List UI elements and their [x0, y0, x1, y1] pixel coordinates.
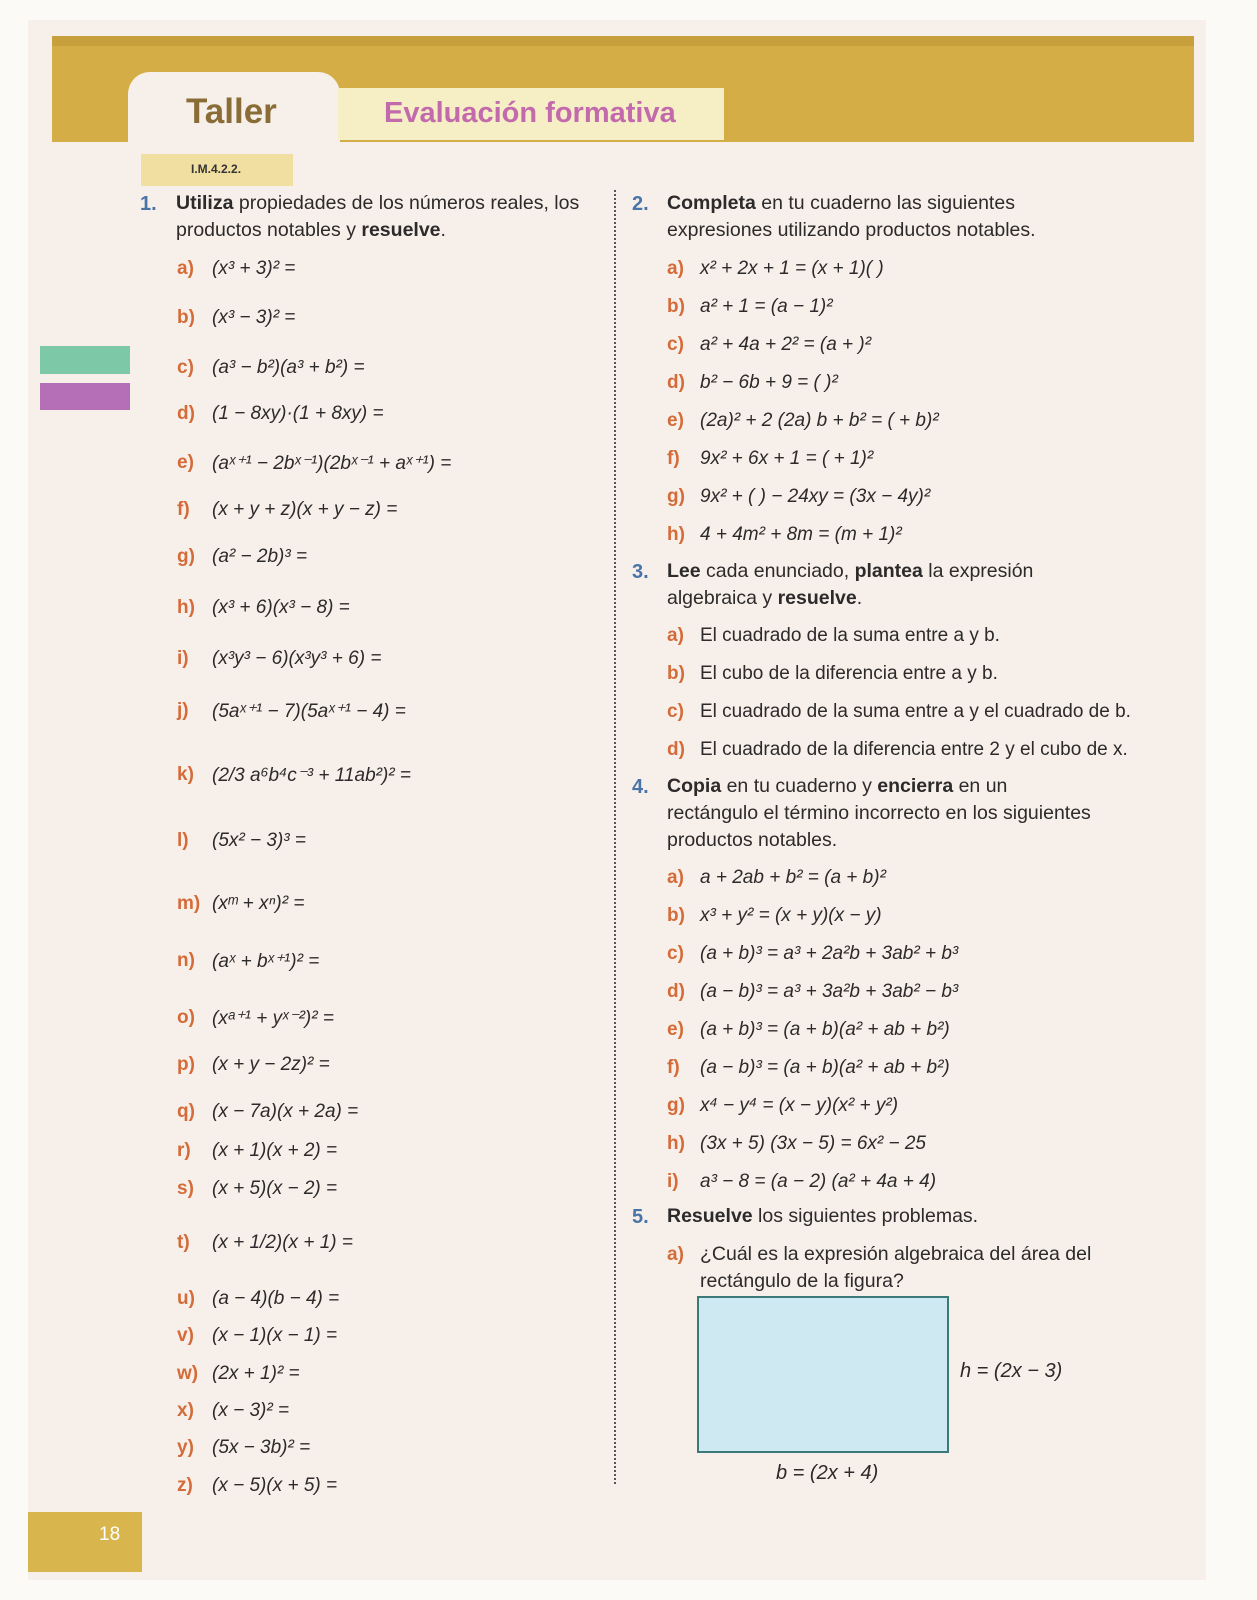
q1-item-label: l)	[177, 830, 189, 851]
q3-bold-3: resuelve	[777, 587, 857, 609]
q2-item-expression: 9x² + 6x + 1 = ( + 1)²	[700, 448, 874, 469]
q2-item-expression: 4 + 4m² + 8m = (m + 1)²	[700, 524, 902, 545]
q2-item-expression: (2a)² + 2 (2a) b + b² = ( + b)²	[700, 410, 939, 431]
q1-item-label: z)	[177, 1475, 193, 1496]
q5-bold: Resuelve	[667, 1205, 753, 1227]
q2-item-label: a)	[667, 258, 684, 279]
taller-title: Taller	[186, 92, 277, 131]
q4-item-label: h)	[667, 1133, 685, 1154]
q4-item-expression: (a − b)³ = (a + b)(a² + ab + b²)	[700, 1057, 950, 1078]
q1-item-label: n)	[177, 950, 195, 971]
q1-bold-3: resuelve	[361, 219, 441, 241]
q1-item-expression: (xᵃ⁺¹ + yˣ⁻²)² =	[212, 1008, 334, 1029]
q1-item-expression: (x + y + z)(x + y − z) =	[212, 499, 398, 520]
q1-item-label: i)	[177, 648, 189, 669]
q2-item-label: d)	[667, 372, 685, 393]
q2-text: en tu cuaderno las siguientes expresiones utilizando productos notables.	[667, 192, 1036, 241]
q3-item-label: c)	[667, 701, 684, 722]
q1-item-expression: (x − 7a)(x + 2a) =	[212, 1101, 359, 1122]
q2-item-label: b)	[667, 296, 685, 317]
q1-item-expression: (x³ + 6)(x³ − 8) =	[212, 597, 350, 618]
q2-number: 2.	[632, 193, 649, 215]
q4-number: 4.	[632, 776, 649, 798]
q4-text-1: en tu cuaderno y	[721, 775, 878, 797]
q1-item-label: q)	[177, 1101, 195, 1122]
q4-item-expression: a³ − 8 = (a − 2) (a² + 4a + 4)	[700, 1171, 937, 1192]
q4-item-expression: a + 2ab + b² = (a + b)²	[700, 867, 886, 888]
header-band-edge	[52, 36, 1194, 46]
q5-a-label: a)	[667, 1244, 684, 1265]
q3-item-expression: El cubo de la diferencia entre a y b.	[700, 663, 998, 684]
q3-item-expression: El cuadrado de la suma entre a y el cuadrado de b.	[700, 701, 1131, 722]
q2-item-label: e)	[667, 410, 684, 431]
q1-item-label: u)	[177, 1288, 195, 1309]
q1-item-expression: (2x + 1)² =	[212, 1363, 300, 1384]
q1-item-expression: (x + 1)(x + 2) =	[212, 1140, 338, 1161]
q1-item-label: c)	[177, 357, 194, 378]
q4-item-expression: x⁴ − y⁴ = (x − y)(x² + y²)	[700, 1095, 899, 1116]
q1-item-label: t)	[177, 1232, 190, 1253]
q4-item-label: a)	[667, 867, 684, 888]
page-number-corner	[28, 1512, 142, 1572]
q1-item-label: s)	[177, 1178, 194, 1199]
q4-item-label: g)	[667, 1095, 685, 1116]
q4-item-label: b)	[667, 905, 685, 926]
q1-item-label: v)	[177, 1325, 194, 1346]
q3-item-label: a)	[667, 625, 684, 646]
q5-statement	[667, 1203, 1097, 1230]
q1-item-expression: (2/3 a⁶b⁴c⁻³ + 11ab²)² =	[212, 765, 411, 786]
q1-item-label: h)	[177, 597, 195, 618]
q1-text-4: .	[440, 219, 446, 241]
q1-item-expression: (x − 5)(x + 5) =	[212, 1475, 338, 1496]
q1-item-label: p)	[177, 1054, 195, 1075]
q4-item-expression: (3x + 5) (3x − 5) = 6x² − 25	[700, 1133, 926, 1154]
rectangle-figure	[697, 1296, 949, 1453]
q1-item-label: j)	[177, 700, 189, 721]
q4-item-expression: (a − b)³ = a³ + 3a²b + 3ab² − b³	[700, 981, 959, 1002]
q1-item-expression: (1 − 8xy)·(1 + 8xy) =	[212, 403, 384, 424]
q1-item-label: m)	[177, 893, 201, 914]
q1-item-label: k)	[177, 764, 194, 785]
skill-code: I.M.4.2.2.	[191, 162, 242, 176]
q3-bold-2: plantea	[854, 560, 923, 582]
q1-item-expression: (x − 1)(x − 1) =	[212, 1325, 338, 1346]
page-number: 18	[99, 1524, 121, 1545]
q1-item-expression: (aˣ + bˣ⁺¹)² =	[212, 951, 320, 972]
base-label: b = (2x + 4)	[776, 1462, 879, 1484]
q1-item-expression: (x + 5)(x − 2) =	[212, 1178, 338, 1199]
q1-item-expression: (x + y − 2z)² =	[212, 1054, 330, 1075]
q3-statement	[667, 558, 1097, 612]
q3-number: 3.	[632, 561, 649, 583]
q5-a-text: ¿Cuál es la expresión algebraica del área del rectángulo de la figura?	[700, 1243, 1092, 1292]
q1-item-label: b)	[177, 307, 195, 328]
q1-item-expression: (a³ − b²)(a³ + b²) =	[212, 357, 365, 378]
q2-item-label: c)	[667, 334, 684, 355]
q3-text-3: .	[856, 587, 863, 609]
q1-item-expression: (x³y³ − 6)(x³y³ + 6) =	[212, 648, 382, 669]
q2-bold: Completa	[667, 192, 756, 214]
q1-item-expression: (aˣ⁺¹ − 2bˣ⁻¹)(2bˣ⁻¹ + aˣ⁺¹) =	[212, 453, 452, 474]
q1-item-expression: (x³ + 3)² =	[212, 258, 296, 279]
q3-bold-1: Lee	[667, 560, 701, 582]
q1-item-label: a)	[177, 258, 194, 279]
q1-item-label: d)	[177, 403, 195, 424]
q2-item-label: h)	[667, 524, 685, 545]
q2-item-label: g)	[667, 486, 685, 507]
q1-item-expression: (xᵐ + xⁿ)² =	[212, 893, 305, 914]
height-label: h = (2x − 3)	[960, 1360, 1063, 1382]
q4-bold-1: Copia	[667, 775, 722, 797]
q1-number: 1.	[140, 193, 157, 215]
q1-item-label: e)	[177, 452, 194, 473]
q1-item-expression: (x³ − 3)² =	[212, 307, 296, 328]
q3-text-2: la expresión algebraica y	[667, 560, 1034, 609]
q2-item-expression: b² − 6b + 9 = ( )²	[700, 372, 838, 393]
q1-text-2: propiedades de los números reales, los productos notables y	[176, 192, 580, 241]
q3-item-label: b)	[667, 663, 685, 684]
teal-stripe	[40, 346, 130, 374]
q1-statement	[176, 190, 602, 244]
q1-item-label: r)	[177, 1140, 191, 1161]
q4-item-expression: (a + b)³ = a³ + 2a²b + 3ab² + b³	[700, 943, 959, 964]
q1-item-label: w)	[177, 1363, 199, 1384]
q3-text-1: cada enunciado,	[700, 560, 855, 582]
evaluacion-title: Evaluación formativa	[384, 97, 676, 129]
q1-item-expression: (x + 1/2)(x + 1) =	[212, 1232, 353, 1253]
q1-item-expression: (5aˣ⁺¹ − 7)(5aˣ⁺¹ − 4) =	[212, 701, 406, 722]
q2-item-expression: a² + 1 = (a − 1)²	[700, 296, 833, 317]
q4-item-label: d)	[667, 981, 685, 1002]
q2-item-expression: 9x² + ( ) − 24xy = (3x − 4y)²	[700, 486, 931, 507]
q1-bold-1: Utiliza	[176, 192, 234, 214]
q3-item-expression: El cuadrado de la suma entre a y b.	[700, 625, 1000, 646]
q4-item-label: c)	[667, 943, 684, 964]
q1-item-label: g)	[177, 546, 195, 567]
q1-item-expression: (x − 3)² =	[212, 1400, 290, 1421]
q1-item-expression: (5x − 3b)² =	[212, 1437, 311, 1458]
q2-statement	[667, 190, 1097, 244]
q2-item-expression: x² + 2x + 1 = (x + 1)( )	[700, 258, 884, 279]
q4-item-label: f)	[667, 1057, 680, 1078]
magenta-stripe	[40, 383, 130, 410]
q5-text: los siguientes problemas.	[752, 1205, 979, 1227]
q3-item-label: d)	[667, 739, 685, 760]
q1-item-expression: (5x² − 3)³ =	[212, 830, 306, 851]
q4-item-label: e)	[667, 1019, 684, 1040]
q4-item-expression: (a + b)³ = (a + b)(a² + ab + b²)	[700, 1019, 950, 1040]
q3-item-expression: El cuadrado de la diferencia entre 2 y el cubo de x.	[700, 739, 1128, 760]
q4-text-2: en un rectángulo el término incorrecto en los siguientes productos notables.	[667, 775, 1091, 851]
q1-item-label: x)	[177, 1400, 194, 1421]
q2-item-expression: a² + 4a + 2² = (a + )²	[700, 334, 872, 355]
q4-statement	[667, 773, 1097, 854]
q1-item-expression: (a² − 2b)³ =	[212, 546, 308, 567]
q4-item-expression: x³ + y² = (x + y)(x − y)	[700, 905, 882, 926]
column-divider	[614, 190, 616, 1484]
q5-number: 5.	[632, 1206, 649, 1228]
q2-item-label: f)	[667, 448, 680, 469]
q1-item-label: y)	[177, 1437, 194, 1458]
q4-bold-2: encierra	[877, 775, 954, 797]
q4-item-label: i)	[667, 1171, 679, 1192]
q1-item-label: o)	[177, 1007, 195, 1028]
q1-item-expression: (a − 4)(b − 4) =	[212, 1288, 340, 1309]
q1-item-label: f)	[177, 499, 190, 520]
